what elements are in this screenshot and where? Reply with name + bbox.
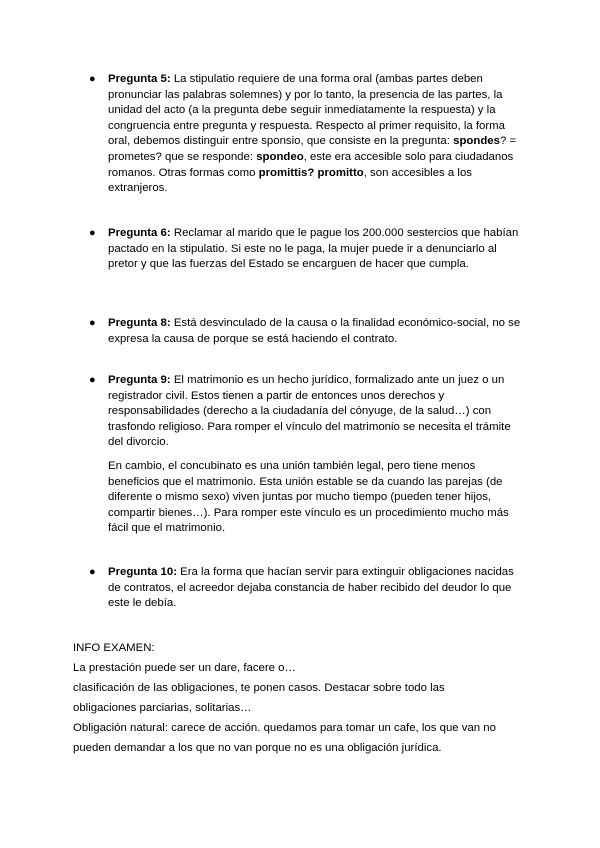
- info-line: Obligación natural: carece de acción. quedamos para tomar un cafe, los que van no: [73, 722, 496, 734]
- question-label: Pregunta 8:: [108, 317, 171, 329]
- answer-text: Pregunta 8: Está desvinculado de la causa o la finalidad económico-social, no se expresa la causa de porque se está haciendo el contrato.: [108, 317, 521, 345]
- info-line: pueden demandar a los que no van porque no es una obligación jurídica.: [73, 742, 442, 754]
- info-line: La prestación puede ser un dare, facere o…: [73, 662, 296, 674]
- list-item-pregunta-5: [89, 72, 528, 197]
- list-item-pregunta-9: [89, 373, 528, 537]
- info-examen-section: [73, 638, 533, 758]
- answer-text: Pregunta 5: La stipulatio requiere de una forma oral (ambas partes deben pronunciar las palabras solemnes) y por lo tanto, la presencia de las partes, la unidad del acto (a la pregunta debe seguir inmediatamente la respuesta) y la congruencia entre pregunta y respuesta. Respecto al primer requisito, la forma oral, debemos distinguir entre sponsio, que consiste en la pregunta: spondes? = prometes? que se responde: spondeo, este era accesible solo para ciudadanos romanos. Otras formas como promittis? promitto, son accesibles a los extranjeros.: [108, 73, 517, 195]
- list-item-pregunta-10: [89, 565, 528, 612]
- question-label: Pregunta 5:: [108, 73, 171, 85]
- list-item-pregunta-8: [89, 316, 528, 347]
- answer-text: Pregunta 9: El matrimonio es un hecho jurídico, formalizado ante un juez o un registrador civil. Estos tienen a partir de entonces unos derechos y responsabilidades (derecho a la ciudadanía del cónyuge, de la salud…) con trasfondo religioso. Para romper el vínculo del matrimonio se necesita el trámite del divorcio.: [108, 374, 511, 449]
- answer-text: Pregunta 6: Reclamar al marido que le pague los 200.000 sestercios que habían pactado en la stipulatio. Si este no le paga, la mujer puede ir a denunciarlo al pretor y que las fuerzas del Estado se encarguen de hacer que cumpla.: [108, 227, 519, 271]
- question-label: Pregunta 9:: [108, 374, 171, 386]
- list-item-pregunta-6: [89, 226, 528, 273]
- question-label: Pregunta 10:: [108, 566, 177, 578]
- bullet-icon: ●: [89, 317, 96, 329]
- answer-paragraph-2: En cambio, el concubinato es una unión también legal, pero tiene menos beneficios que el matrimonio. Esta unión estable se da cuando las parejas (de diferente o mismo sexo) viven juntas por mucho tiempo (pueden tener hijos, compartir bienes…). Para romper este vínculo es un procedimiento mucho más fácil que el matrimonio.: [108, 459, 509, 535]
- bullet-icon: ●: [89, 73, 96, 85]
- bullet-icon: ●: [89, 566, 96, 578]
- section-heading: INFO EXAMEN:: [73, 642, 155, 654]
- answer-text: Pregunta 10: Era la forma que hacían servir para extinguir obligaciones nacidas de contratos, el acreedor dejaba constancia de haber recibido del deudor lo que este le debía.: [108, 566, 514, 610]
- info-line: clasificación de las obligaciones, te ponen casos. Destacar sobre todo las: [73, 682, 445, 694]
- info-line: obligaciones parciarias, solitarias…: [73, 702, 252, 714]
- bullet-icon: ●: [89, 374, 96, 386]
- question-label: Pregunta 6:: [108, 227, 171, 239]
- bullet-icon: ●: [89, 227, 96, 239]
